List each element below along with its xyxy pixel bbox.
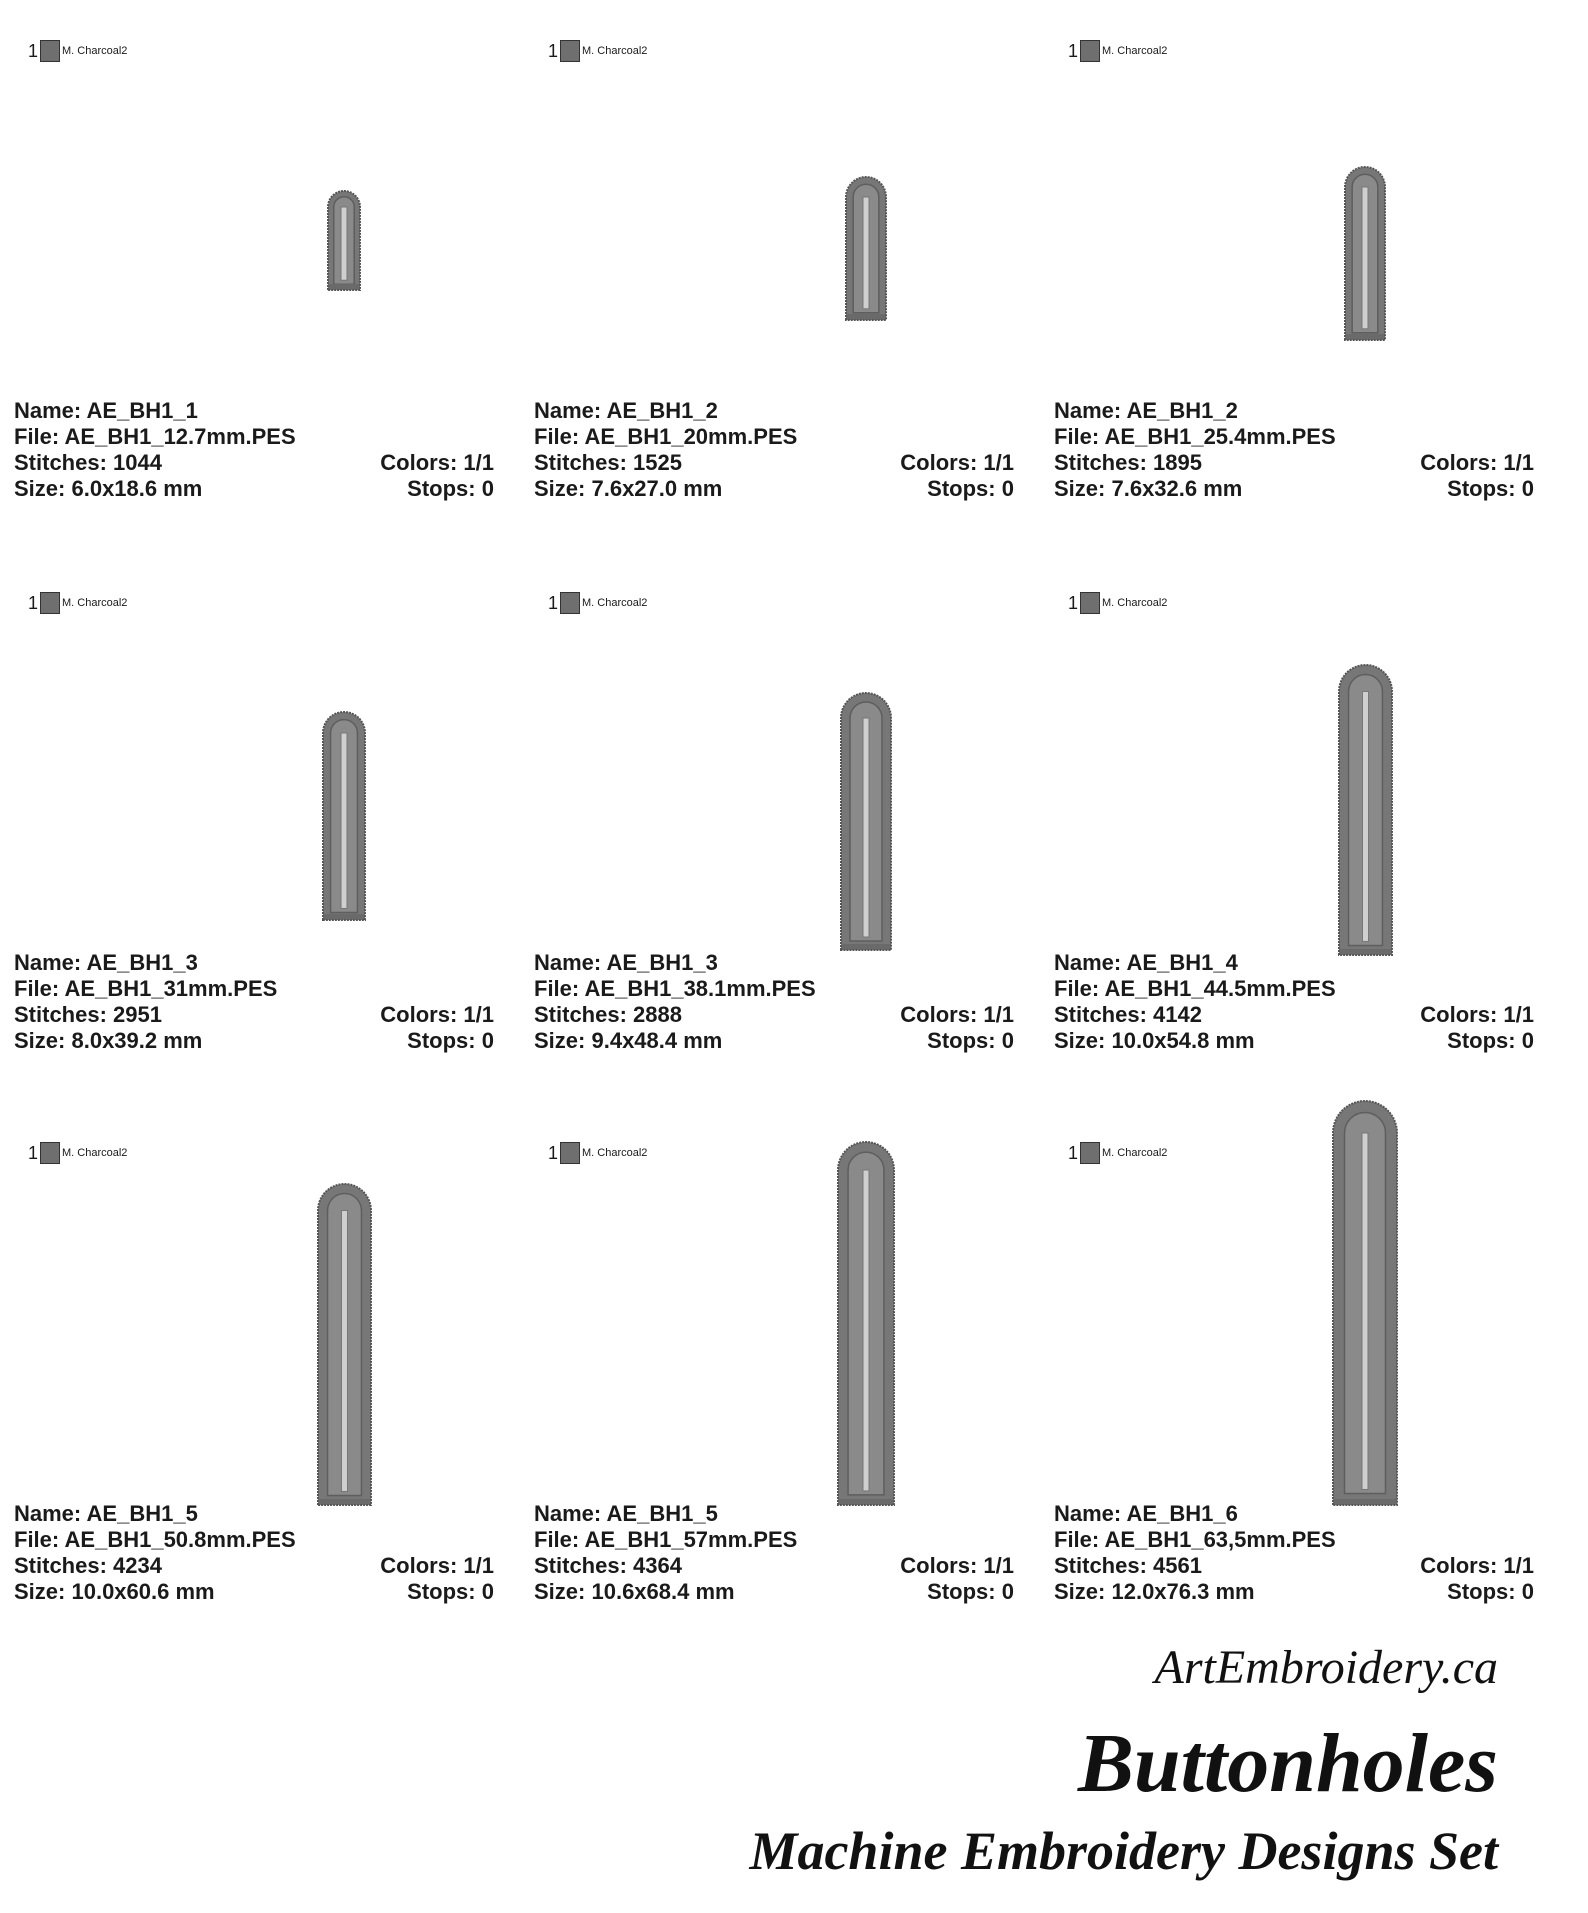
thread-legend [546,40,647,62]
design-file-label: File: [14,1527,60,1552]
design-stitches [14,1002,162,1028]
design-colors-value: 1/1 [1503,1002,1534,1027]
design-colors-label: Colors: [380,1002,458,1027]
design-card [14,0,504,520]
design-stitches-value: 4364 [633,1553,682,1578]
buttonhole-bartack [842,944,890,949]
design-card [14,1102,504,1622]
design-info [534,950,1014,1054]
design-name [534,398,718,424]
design-stitches-label: Stitches: [534,450,627,475]
info-row [534,424,1014,450]
design-name-label: Name: [14,1501,82,1526]
design-info [534,1501,1014,1605]
design-card [1054,0,1544,520]
design-colors [900,1002,1014,1028]
info-row [1054,1501,1534,1527]
brand-title: Buttonholes [1077,1717,1498,1810]
design-stops-label: Stops: [927,1579,996,1604]
design-name-value: AE_BH1_6 [1126,1501,1238,1526]
info-row [14,1002,494,1028]
design-name-value: AE_BH1_1 [86,398,198,423]
design-file-label: File: [534,1527,580,1552]
design-size [534,1028,722,1054]
design-stops-value: 0 [1521,1579,1534,1604]
buttonhole-cut-line [341,207,347,280]
thread-color-swatch [560,40,580,62]
design-stitches [534,450,682,476]
design-stops-label: Stops: [1447,476,1516,501]
design-colors-label: Colors: [900,450,978,475]
design-file-label: File: [1054,976,1100,1001]
design-card [1054,1102,1544,1622]
design-size-value: 7.6x27.0 mm [591,476,723,501]
thread-legend [1066,40,1167,62]
design-stitches [14,450,162,476]
buttonhole-cut-line [341,733,347,908]
thread-color-swatch [40,592,60,614]
buttonhole-bartack [1346,334,1384,339]
info-row [1054,476,1534,502]
design-size-label: Size: [534,1579,586,1604]
thread-legend [546,1142,647,1164]
design-name [1054,1501,1238,1527]
design-size-label: Size: [14,476,66,501]
design-info [1054,950,1534,1054]
info-row [1054,950,1534,976]
design-stops [927,1028,1014,1054]
design-card [1054,552,1544,1072]
design-stitches-value: 1525 [633,450,682,475]
buttonhole-design-preview [318,1184,371,1505]
design-size-value: 10.0x60.6 mm [71,1579,215,1604]
buttonhole-cut-line [1362,1133,1368,1489]
design-colors [1420,1002,1534,1028]
buttonhole-design-preview [1339,665,1392,955]
design-colors-label: Colors: [900,1553,978,1578]
design-stops [927,1579,1014,1605]
design-name-label: Name: [534,1501,602,1526]
design-colors [900,1553,1014,1579]
design-file-value: AE_BH1_25.4mm.PES [1104,424,1336,449]
info-row [534,1002,1014,1028]
thread-name: M. Charcoal2 [62,45,128,57]
info-row [534,1527,1014,1553]
thread-legend [26,592,127,614]
info-row [14,950,494,976]
thread-number: 1 [547,1142,558,1163]
design-name [14,398,198,424]
buttonhole-design-preview [323,712,365,920]
design-card [14,552,504,1072]
buttonhole-bartack [329,284,359,289]
design-file-label: File: [14,976,60,1001]
thread-number: 1 [1067,40,1078,61]
design-size-label: Size: [1054,476,1106,501]
design-size-label: Size: [534,476,586,501]
design-file-value: AE_BH1_57mm.PES [584,1527,798,1552]
design-colors [380,450,494,476]
design-size-label: Size: [1054,1579,1106,1604]
design-size [1054,1028,1255,1054]
design-colors-label: Colors: [1420,1553,1498,1578]
design-colors [900,450,1014,476]
thread-color-swatch [40,40,60,62]
design-colors-value: 1/1 [983,1553,1014,1578]
design-stitches-value: 4142 [1153,1002,1202,1027]
design-colors-label: Colors: [900,1002,978,1027]
design-stitches-value: 2951 [113,1002,162,1027]
design-name-label: Name: [1054,950,1122,975]
design-size-label: Size: [1054,1028,1106,1053]
info-row [14,1579,494,1605]
design-stitches [1054,450,1202,476]
info-row [1054,398,1534,424]
design-stops-label: Stops: [1447,1028,1516,1053]
design-file-value: AE_BH1_50.8mm.PES [64,1527,296,1552]
info-row [1054,1028,1534,1054]
design-size-value: 10.6x68.4 mm [591,1579,735,1604]
thread-name: M. Charcoal2 [1102,1147,1168,1159]
design-stops [1447,1579,1534,1605]
brand-subtitle: Machine Embroidery Designs Set [749,1821,1498,1881]
info-row [534,1501,1014,1527]
design-size [534,1579,735,1605]
thread-name: M. Charcoal2 [582,45,648,57]
info-row [14,1501,494,1527]
buttonhole-cut-line [1362,187,1368,329]
design-name-label: Name: [14,398,82,423]
design-stitches [1054,1553,1202,1579]
design-name-value: AE_BH1_4 [1126,950,1238,975]
design-colors-label: Colors: [1420,1002,1498,1027]
design-info [14,950,494,1054]
design-stitches [14,1553,162,1579]
buttonhole-design-preview [1345,167,1385,340]
design-stops-value: 0 [481,476,494,501]
design-name-value: AE_BH1_2 [606,398,718,423]
design-colors-value: 1/1 [1503,1553,1534,1578]
buttonhole-cut-line [863,197,869,309]
design-stops-label: Stops: [927,476,996,501]
thread-name: M. Charcoal2 [62,1147,128,1159]
design-file [14,976,277,1002]
design-stitches-label: Stitches: [14,450,107,475]
design-colors [1420,1553,1534,1579]
design-file-value: AE_BH1_20mm.PES [584,424,798,449]
thread-color-swatch [560,592,580,614]
buttonhole-design-preview [841,693,891,950]
design-file-label: File: [1054,424,1100,449]
design-file-label: File: [534,976,580,1001]
design-stitches-label: Stitches: [1054,450,1147,475]
design-size-value: 10.0x54.8 mm [1111,1028,1255,1053]
design-file [534,976,816,1002]
design-stitches-value: 4561 [1153,1553,1202,1578]
design-stops-label: Stops: [927,1028,996,1053]
buttonhole-cut-line [863,718,869,937]
design-name-label: Name: [534,950,602,975]
design-info [1054,1501,1534,1605]
design-colors-value: 1/1 [463,1553,494,1578]
design-size [1054,1579,1255,1605]
thread-number: 1 [547,592,558,613]
thread-number: 1 [547,40,558,61]
design-file [1054,976,1336,1002]
design-stops-value: 0 [1521,1028,1534,1053]
design-stitches-label: Stitches: [534,1002,627,1027]
design-file [534,1527,797,1553]
info-row [534,950,1014,976]
design-stops [1447,476,1534,502]
design-colors-value: 1/1 [463,1002,494,1027]
design-stops [1447,1028,1534,1054]
design-name-label: Name: [14,950,82,975]
design-stops [407,476,494,502]
design-name [534,1501,718,1527]
thread-legend [546,592,647,614]
info-row [14,1028,494,1054]
design-file [14,424,296,450]
design-colors-value: 1/1 [1503,450,1534,475]
design-file-label: File: [1054,1527,1100,1552]
design-colors-value: 1/1 [983,450,1014,475]
design-name-value: AE_BH1_5 [86,1501,198,1526]
design-name [534,950,718,976]
design-stops-label: Stops: [407,1028,476,1053]
info-row [534,398,1014,424]
design-stitches [534,1553,682,1579]
buttonhole-cut-line [341,1211,347,1492]
design-file-label: File: [14,424,60,449]
design-name-value: AE_BH1_3 [86,950,198,975]
design-info [1054,398,1534,502]
design-stitches-value: 1044 [113,450,162,475]
thread-number: 1 [1067,592,1078,613]
design-stops-value: 0 [1001,1579,1014,1604]
design-file-value: AE_BH1_38.1mm.PES [584,976,816,1001]
design-size [1054,476,1242,502]
design-stitches-label: Stitches: [1054,1553,1147,1578]
design-stitches-label: Stitches: [14,1002,107,1027]
thread-legend [26,1142,127,1164]
design-info [534,398,1014,502]
info-row [1054,1002,1534,1028]
thread-name: M. Charcoal2 [582,597,648,609]
design-stitches-label: Stitches: [534,1553,627,1578]
design-size-value: 12.0x76.3 mm [1111,1579,1255,1604]
design-stitches [1054,1002,1202,1028]
design-info [14,398,494,502]
design-size [14,1579,215,1605]
thread-number: 1 [27,40,38,61]
info-row [14,398,494,424]
design-file-value: AE_BH1_12.7mm.PES [64,424,296,449]
thread-color-swatch [560,1142,580,1164]
design-info [14,1501,494,1605]
info-row [1054,1579,1534,1605]
design-size-label: Size: [534,1028,586,1053]
design-name [14,950,198,976]
design-file-value: AE_BH1_44.5mm.PES [1104,976,1336,1001]
design-size-value: 7.6x32.6 mm [1111,476,1243,501]
thread-color-swatch [1080,1142,1100,1164]
design-colors [380,1002,494,1028]
info-row [14,476,494,502]
thread-name: M. Charcoal2 [1102,45,1168,57]
buttonhole-design-preview [1333,1101,1397,1505]
design-stops-label: Stops: [407,476,476,501]
design-name [1054,398,1238,424]
info-row [1054,976,1534,1002]
buttonhole-design-preview [838,1142,894,1505]
thread-name: M. Charcoal2 [1102,597,1168,609]
design-name-label: Name: [534,398,602,423]
design-stops [407,1028,494,1054]
design-file [1054,1527,1336,1553]
design-stops-value: 0 [1001,1028,1014,1053]
design-name-value: AE_BH1_3 [606,950,718,975]
design-size [534,476,722,502]
info-row [534,976,1014,1002]
thread-number: 1 [1067,1142,1078,1163]
design-size [14,476,202,502]
design-size-value: 9.4x48.4 mm [591,1028,723,1053]
design-size-label: Size: [14,1579,66,1604]
info-row [14,1553,494,1579]
design-file [1054,424,1336,450]
info-row [14,1527,494,1553]
info-row [14,424,494,450]
info-row [1054,424,1534,450]
design-colors-label: Colors: [380,450,458,475]
design-stitches-value: 4234 [113,1553,162,1578]
design-file-label: File: [534,424,580,449]
info-row [534,1028,1014,1054]
thread-name: M. Charcoal2 [62,597,128,609]
design-card [534,0,1024,520]
design-size-value: 6.0x18.6 mm [71,476,203,501]
info-row [534,1579,1014,1605]
design-name-label: Name: [1054,398,1122,423]
info-row [534,450,1014,476]
info-row [14,976,494,1002]
design-stops-label: Stops: [1447,1579,1516,1604]
info-row [1054,1553,1534,1579]
design-size [14,1028,202,1054]
design-colors [380,1553,494,1579]
info-row [534,476,1014,502]
buttonhole-design-preview [846,177,886,320]
design-size-label: Size: [14,1028,66,1053]
design-file-value: AE_BH1_63,5mm.PES [1104,1527,1336,1552]
design-stops-value: 0 [1001,476,1014,501]
design-card [534,552,1024,1072]
info-row [534,1553,1014,1579]
thread-color-swatch [40,1142,60,1164]
design-name [14,1501,198,1527]
design-file-value: AE_BH1_31mm.PES [64,976,278,1001]
design-stitches [534,1002,682,1028]
design-stops-value: 0 [1521,476,1534,501]
info-row [1054,450,1534,476]
design-stops-value: 0 [481,1579,494,1604]
design-stitches-label: Stitches: [1054,1002,1147,1027]
design-colors-value: 1/1 [983,1002,1014,1027]
design-size-value: 8.0x39.2 mm [71,1028,203,1053]
design-stops-label: Stops: [407,1579,476,1604]
design-name-label: Name: [1054,1501,1122,1526]
design-colors-label: Colors: [380,1553,458,1578]
buttonhole-cut-line [1362,692,1368,942]
design-colors-value: 1/1 [463,450,494,475]
info-row [14,450,494,476]
design-card [534,1102,1024,1622]
brand-site: ArtEmbroidery.ca [1154,1641,1498,1694]
design-colors-label: Colors: [1420,450,1498,475]
info-row [1054,1527,1534,1553]
thread-number: 1 [27,1142,38,1163]
thread-name: M. Charcoal2 [582,1147,648,1159]
design-colors [1420,450,1534,476]
design-name-value: AE_BH1_2 [1126,398,1238,423]
design-name [1054,950,1238,976]
buttonhole-design-preview [328,191,360,290]
design-stops [927,476,1014,502]
thread-color-swatch [1080,592,1100,614]
thread-color-swatch [1080,40,1100,62]
design-file [14,1527,296,1553]
thread-legend [1066,592,1167,614]
buttonhole-bartack [847,314,885,319]
thread-number: 1 [27,592,38,613]
design-name-value: AE_BH1_5 [606,1501,718,1526]
buttonhole-cut-line [863,1170,869,1491]
design-stops [407,1579,494,1605]
design-stitches-label: Stitches: [14,1553,107,1578]
buttonhole-bartack [324,914,364,919]
thread-legend [26,40,127,62]
thread-legend [1066,1142,1167,1164]
design-file [534,424,797,450]
design-stitches-value: 2888 [633,1002,682,1027]
design-stops-value: 0 [481,1028,494,1053]
design-stitches-value: 1895 [1153,450,1202,475]
